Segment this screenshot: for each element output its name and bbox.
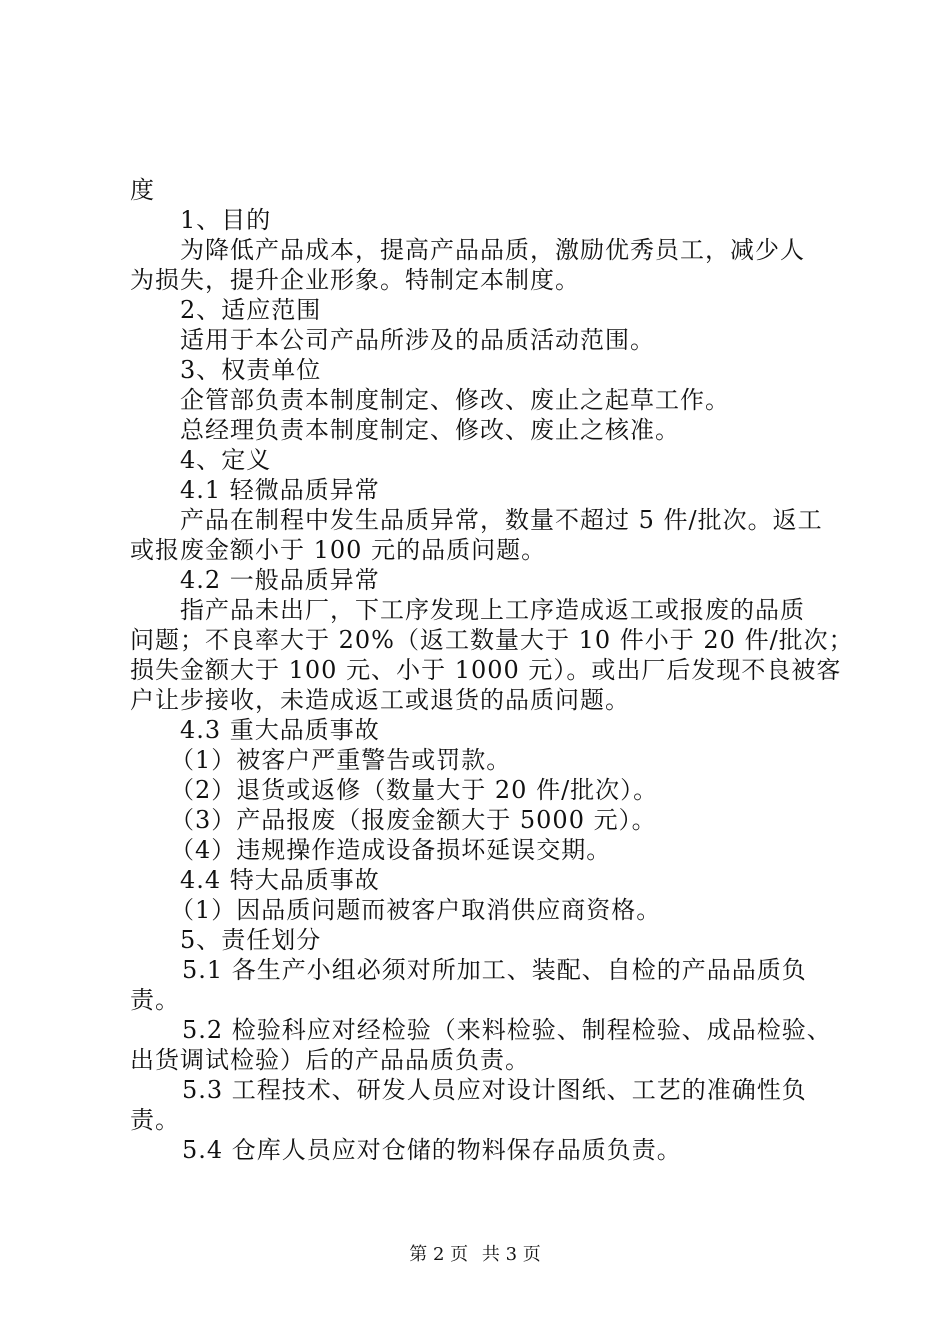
- text-line: 责。: [130, 986, 180, 1014]
- text-line: 4.4 特大品质事故: [180, 866, 380, 894]
- text-line: 或报废金额小于 100 元的品质问题。: [130, 536, 547, 564]
- text-line: 4.2 一般品质异常: [180, 566, 380, 594]
- text-line: 户让步接收，未造成返工或退货的品质问题。: [130, 686, 630, 714]
- text-line: 5.4 仓库人员应对仓储的物料保存品质负责。: [182, 1136, 682, 1164]
- text-line: 出货调试检验）后的产品品质负责。: [130, 1046, 530, 1074]
- text-line: （4）违规操作造成设备损坏延误交期。: [170, 836, 612, 864]
- text-line: （3）产品报废（报废金额大于 5000 元）。: [170, 806, 657, 834]
- text-line: （2）退货或返修（数量大于 20 件/批次）。: [170, 776, 659, 804]
- text-line: 为损失，提升企业形象。特制定本制度。: [130, 266, 580, 294]
- page-number: 第 2 页: [409, 1244, 469, 1265]
- text-line: 1、目的: [180, 206, 272, 234]
- text-line: 总经理负责本制度制定、修改、废止之核准。: [180, 416, 680, 444]
- text-line: 产品在制程中发生品质异常，数量不超过 5 件/批次。返工: [180, 506, 823, 534]
- text-line: 5.1 各生产小组必须对所加工、装配、自检的产品品质负: [182, 956, 807, 984]
- page-total: 共 3 页: [481, 1244, 541, 1265]
- text-line: 问题；不良率大于 20%（返工数量大于 10 件小于 20 件/批次；: [130, 626, 854, 654]
- text-line: 度: [130, 176, 155, 204]
- text-line: 损失金额大于 100 元、小于 1000 元）。或出厂后发现不良被客: [130, 656, 842, 684]
- text-line: （1）被客户严重警告或罚款。: [170, 746, 512, 774]
- text-line: 5.2 检验科应对经检验（来料检验、制程检验、成品检验、: [182, 1016, 832, 1044]
- document-body: [130, 175, 854, 1165]
- text-line: 为降低产品成本，提高产品品质，激励优秀员工，减少人: [180, 236, 805, 264]
- text-line: 5.3 工程技术、研发人员应对设计图纸、工艺的准确性负: [182, 1076, 807, 1104]
- text-line: 2、适应范围: [180, 296, 322, 324]
- text-line: 适用于本公司产品所涉及的品质活动范围。: [180, 326, 655, 354]
- text-line: 4.1 轻微品质异常: [180, 476, 380, 504]
- text-line: （1）因品质问题而被客户取消供应商资格。: [170, 896, 662, 924]
- page-footer: [0, 1243, 950, 1267]
- text-line: 4、定义: [180, 446, 272, 474]
- text-line: 5、责任划分: [180, 926, 322, 954]
- text-line: 4.3 重大品质事故: [180, 716, 380, 744]
- text-line: 责。: [130, 1106, 180, 1134]
- text-line: 指产品未出厂，下工序发现上工序造成返工或报废的品质: [180, 596, 805, 624]
- text-line: 3、权责单位: [180, 356, 322, 384]
- text-line: 企管部负责本制度制定、修改、废止之起草工作。: [180, 386, 730, 414]
